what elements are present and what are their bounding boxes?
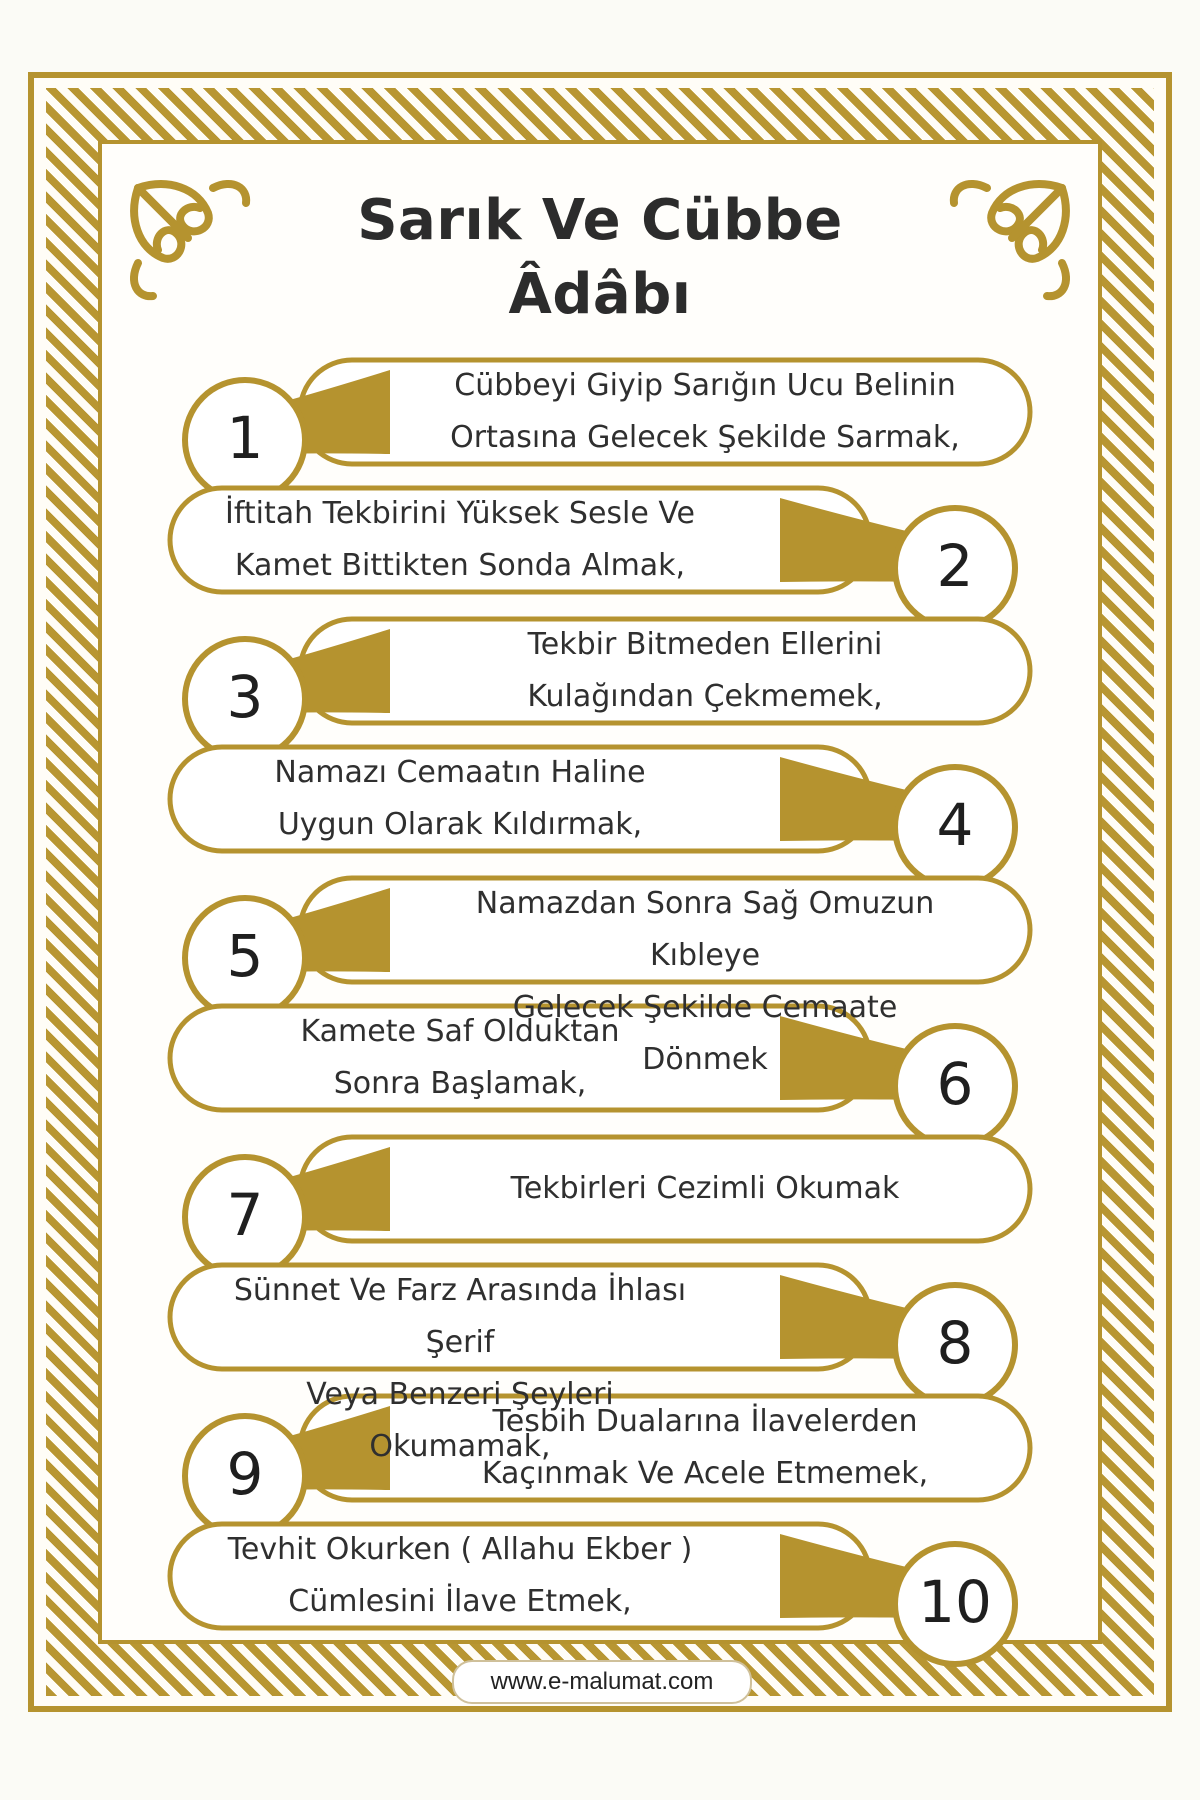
step-text-line1: Namazı Cemaatın Haline [274, 755, 646, 790]
step-text-line1: Cübbeyi Giyip Sarığın Ucu Belinin [454, 368, 956, 403]
step-text-line1: Tekbirleri Cezimli Okumak [510, 1171, 900, 1206]
step-text-line1: Sünnet Ve Farz Arasında İhlası Şerif [233, 1273, 687, 1360]
page-title-line1: Sarık Ve Cübbe [357, 188, 843, 253]
step-number: 3 [226, 663, 264, 731]
step-text-line2: Kaçınmak Ve Acele Etmemek, [481, 1456, 929, 1491]
step-text [220, 1524, 700, 1628]
step-number: 1 [226, 404, 264, 472]
step-text-line1: Kamete Saf Olduktan [300, 1014, 620, 1049]
step-text-line1: Tekbir Bitmeden Ellerini [527, 627, 883, 662]
page-title-line2: Âdâbı [508, 262, 692, 327]
step-text-line2: Cümlesini İlave Etmek, [288, 1584, 632, 1619]
step-text-line1: Namazdan Sonra Sağ Omuzun Kıbleye [475, 886, 935, 973]
step-text-line1: Tesbih Dualarına İlavelerden [492, 1404, 918, 1439]
step-text [450, 1163, 960, 1215]
step-number: 10 [918, 1568, 992, 1636]
website-url[interactable]: www.e-malumat.com [452, 1660, 752, 1704]
step-number: 7 [226, 1181, 264, 1249]
step-text-line2: Kamet Bittikten Sonda Almak, [234, 548, 686, 583]
step-text-line2: Gelecek Şekilde Cemaate Dönmek [512, 990, 898, 1077]
step-text-line1: İftitah Tekbirini Yüksek Sesle Ve [224, 496, 696, 531]
step-text [220, 1006, 700, 1110]
step-text-line1: Tevhit Okurken ( Allahu Ekber ) [227, 1532, 693, 1567]
step-text [450, 360, 960, 464]
step-text-line2: Uygun Olarak Kıldırmak, [277, 807, 643, 842]
step-text [220, 747, 700, 851]
step-number: 5 [226, 922, 264, 990]
step-text-line2: Ortasına Gelecek Şekilde Sarmak, [450, 420, 960, 455]
step-text-line2: Kulağından Çekmemek, [527, 679, 883, 714]
step-text [450, 619, 960, 723]
step-number: 2 [936, 532, 974, 600]
step-number: 6 [936, 1050, 974, 1118]
step-text [450, 1396, 960, 1500]
step-number: 4 [936, 791, 974, 859]
step-text-line2: Sonra Başlamak, [333, 1066, 587, 1101]
step-text [220, 488, 700, 592]
step-number: 9 [226, 1440, 264, 1508]
step-number: 8 [936, 1309, 974, 1377]
step-text-line2: Veya Benzeri Şeyleri Okumamak, [306, 1377, 614, 1464]
